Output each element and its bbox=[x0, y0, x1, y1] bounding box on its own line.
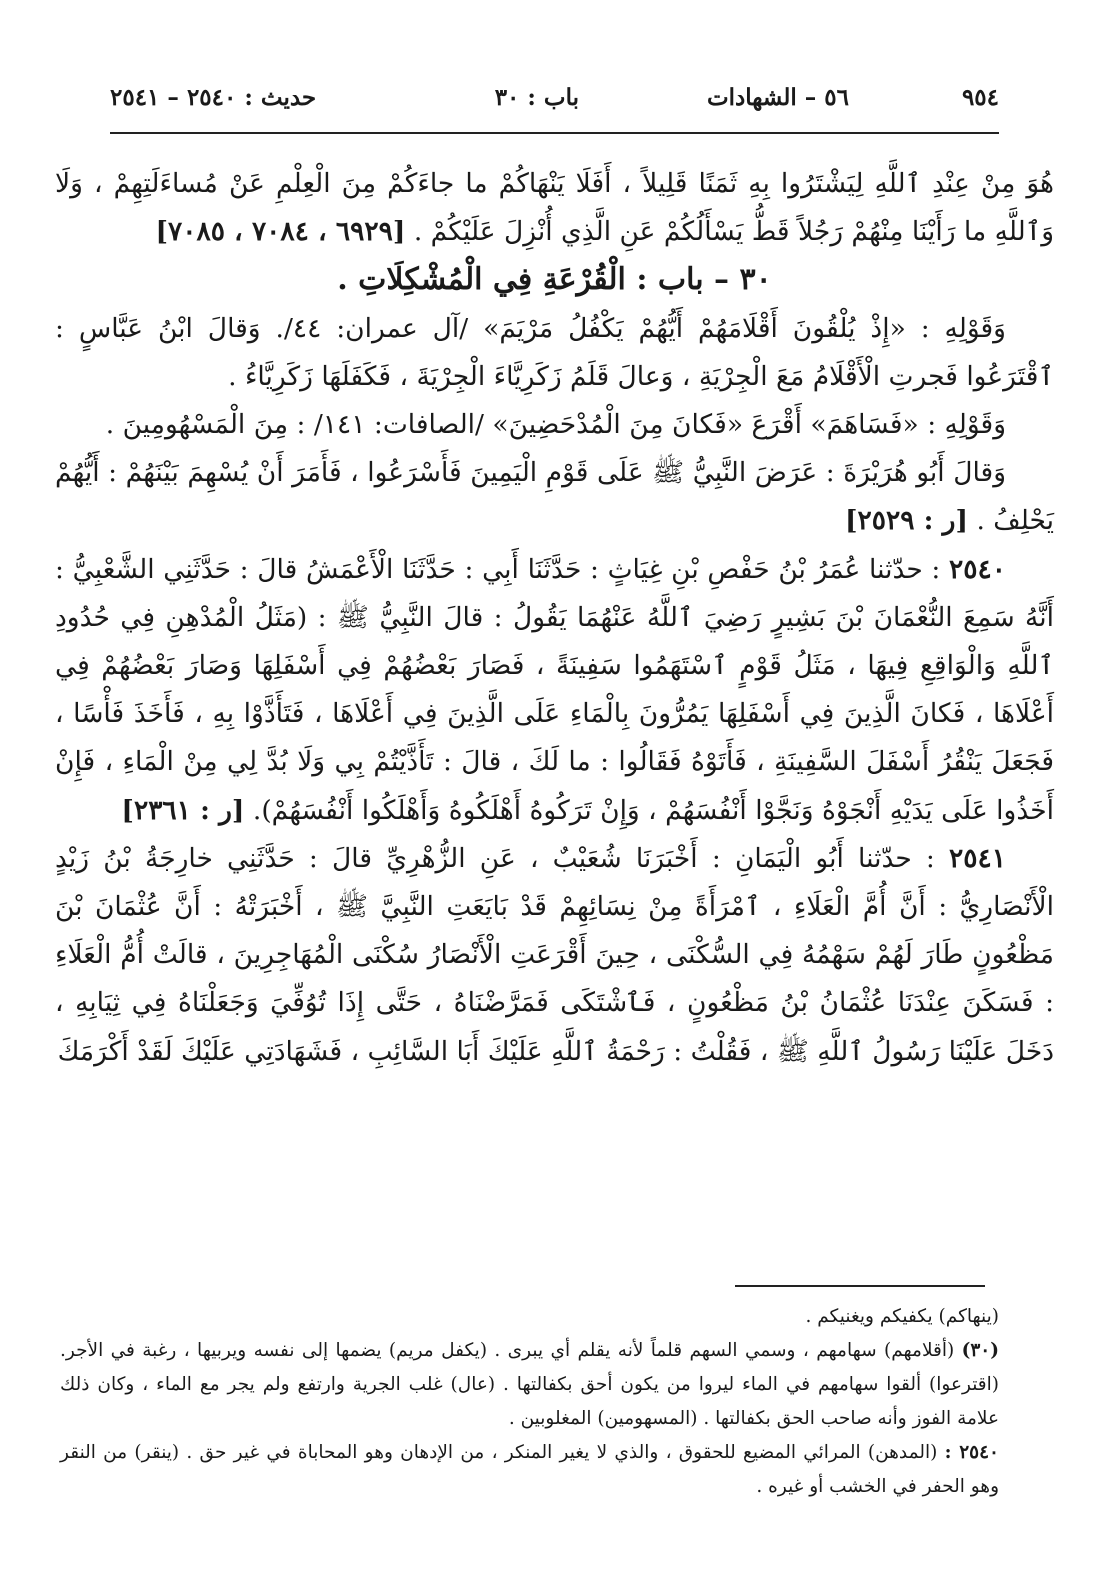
chapter-heading: ٣٠ – باب : الْقُرْعَةِ فِي الْمُشْكِلَاتِ . bbox=[337, 262, 772, 298]
hadith-range: حديث : ٢٥٤٠ – ٢٥٤١ bbox=[110, 84, 317, 111]
footnote-3 bbox=[60, 1436, 999, 1504]
hadith-text: : حدّثنا عُمَرُ بْنُ حَفْصِ بْنِ غِيَاثٍ : حَدَّثَنَا أَبِي : حَدَّثَنَا الْأَعْمَشُ قالَ : حَدَّثَنِي الشَّعْبِيُّ : أَنَّهُ سَمِعَ النُّعْمَانَ بْنَ بَشِيرٍ رَضِيَ ٱللَّهُ عَنْهُمَا يَقُولُ : قالَ النَّبِيُّ ﷺ : (مَثَلُ الْمُدْهِنِ فِي حُدُودِ ٱللَّهِ وَالْوَاقِعِ فِيهَا ، مَثَلُ قَوْمٍ ٱسْتَهَمُوا سَفِينَةً ، فَصَارَ بَعْضُهُمْ فِي أَسْفَلِهَا وَصَارَ بَعْضُهُمْ فِي أَعْلَاهَا ، فَكانَ الَّذِينَ فِي أَسْفَلِهَا يَمُرُّونَ بِالْمَاءِ عَلَى الَّذِينَ فِي أَعْلَاهَا ، فَتَأَذَّوْا بِهِ ، فَأَخَذَ فَأْسًا ، فَجَعَلَ يَنْقُرُ أَسْفَلَ السَّفِينَةِ ، فَأَتَوْهُ فَقَالُوا : ما لَكَ ، قالَ : تَأَذَّيْتُمْ بِي وَلَا بُدَّ لِي مِنْ الْمَاءِ ، فَإِنْ أَخَذُوا عَلَى يَدَيْهِ أَنْجَوْهُ وَنَجَّوْا أَنْفُسَهُمْ ، وَإِنْ تَرَكُوهُ أَهْلَكُوهُ وَأَهْلَكُوا أَنْفُسَهُمْ). bbox=[55, 553, 1054, 826]
footnote-number: ٢٥٤٠ : bbox=[944, 1442, 999, 1463]
verse-paragraph-2: وَقَوْلِهِ : «فَسَاهَمَ» أَقْرَعَ «فَكانَ مِنَ الْمُدْحَضِينَ» /الصافات: ١٤١/ : مِنَ الْمَسْهُومِينَ . bbox=[105, 409, 1006, 441]
footnote-text: (أقلامهم) سهامهم ، وسمي السهم قلماً لأنه يقلم أي يبرى . (يكفل مريم) يضمها إلى نفسه ويربيها ، رغبة في الأجر. (اقترعوا) ألقوا سهامهم في الماء ليروا من يكون أحق بكفالتها . (عال) غلب الجرية وارتفع ولم يجر مع الماء ، وكان ذلك علامة الفوز وأنه صاحب الحق بكفالتها . (المسهومين) المغلوبين . bbox=[60, 1340, 999, 1429]
cross-reference: [٦٩٢٩ ، ٧٠٨٤ ، ٧٠٨٥] bbox=[155, 216, 406, 248]
abu-hurayra-text: وَقالَ أَبُو هُرَيْرَةَ : عَرَضَ النَّبِيُّ ﷺ عَلَى قَوْمِ الْيَمِينَ فَأَسْرَعُوا ، فَأَمَرَ أَنْ يُسْهِمَ بَيْنَهُمْ : أَيُّهُمْ يَحْلِفُ . bbox=[55, 457, 1054, 537]
footnote-divider bbox=[735, 1285, 985, 1287]
verse-paragraph-1: وَقَوْلِهِ : «إِذْ يُلْقُونَ أَقْلَامَهُمْ أَيُّهُمْ يَكْفُلُ مَرْيَمَ» /آل عمران: ٤٤/. وَقالَ ابْنُ عَبَّاسٍ : ٱقْتَرَعُوا فَجرتِ الْأَقْلَامُ مَعَ الْجِرْيَةِ ، وَعالَ قَلَمُ زَكَرِيَّاءَ الْجِرْيَةَ ، فَكَفَلَهَا زَكَرِيَّاءُ . bbox=[55, 312, 1054, 392]
hadith-number: ٢٥٤١ bbox=[949, 842, 1006, 874]
footnote-number: (٣٠) bbox=[961, 1340, 999, 1361]
hadith-2540 bbox=[55, 546, 1054, 835]
cross-reference: [ر : ٢٣٦١] bbox=[121, 794, 245, 826]
chapter-label: باب : ٣٠ bbox=[494, 84, 579, 111]
footnote-text: (المدهن) المرائي المضيع للحقوق ، والذي لا يغير المنكر ، من الإدهان وهو المحاباة في غير حق . (ينقر) من النقر وهو الحفر في الخشب أو غيره . bbox=[60, 1442, 999, 1497]
abu-hurayra-paragraph bbox=[55, 449, 1054, 545]
page-number: ٩٥٤ bbox=[961, 84, 999, 111]
footnote-1: (ينهاكم) يكفيكم ويغنيكم . bbox=[805, 1306, 999, 1327]
cross-reference: [ر : ٢٥٢٩] bbox=[844, 505, 969, 537]
footnote-2 bbox=[60, 1334, 999, 1436]
hadith-2541 bbox=[55, 835, 1054, 1076]
intro-text: هُوَ مِنْ عِنْدِ ٱللَّهِ لِيَشْتَرُوا بِهِ ثَمَنًا قَلِيلاً ، أَفَلَا يَنْهَاكُمْ ما جاءَكُمْ مِنَ الْعِلْمِ عَنْ مُساءَلَتِهِمْ ، وَلَا وَٱللَّهِ ما رَأَيْنَا مِنْهُمْ رَجُلاً قَطُّ يَسْأَلُكُمْ عَنِ الَّذِي أُنْزِلَ عَلَيْكُمْ . bbox=[55, 168, 1054, 248]
book-title: ٥٦ – الشهادات bbox=[706, 84, 849, 111]
footnotes bbox=[60, 1300, 999, 1504]
running-header bbox=[110, 78, 999, 118]
hadith-number: ٢٥٤٠ bbox=[949, 553, 1006, 585]
header-divider bbox=[110, 132, 999, 134]
hadith-text: : حدّثنا أَبُو الْيَمَانِ : أَخْبَرَنَا شُعَيْبٌ ، عَنِ الزُّهْرِيِّ قالَ : حَدَّثَنِي خارِجَةُ بْنُ زَيْدٍ الْأَنْصَارِيُّ : أَنَّ أُمَّ الْعَلَاءِ ، ٱمْرَأَةً مِنْ نِسَائِهِمْ قَدْ بَايَعَتِ النَّبِيَّ ﷺ ، أَخْبَرَتْهُ : أَنَّ عُثْمَانَ بْنَ مَظْعُونٍ طَارَ لَهُمْ سَهْمُهُ فِي السُّكْنَى ، حِينَ أَقْرَعَتِ الْأَنْصَارُ سُكْنَى الْمُهَاجِرِينَ ، قالَتْ أُمُّ الْعَلَاءِ : فَسَكَنَ عِنْدَنَا عُثْمَانُ بْنُ مَظْعُونٍ ، فَٱشْتَكَى فَمَرَّضْنَاهُ ، حَتَّى إِذَا تُوُفِّيَ وَجَعَلْنَاهُ فِي ثِيَابِهِ ، دَخَلَ عَلَيْنَا رَسُولُ ٱللَّهِ ﷺ ، فَقُلْتُ : رَحْمَةُ ٱللَّهِ عَلَيْكَ أَبَا السَّائِبِ ، فَشَهَادَتِي عَلَيْكَ لَقَدْ أَكْرَمَكَ bbox=[55, 842, 1054, 1067]
intro-paragraph bbox=[55, 160, 1054, 256]
main-text bbox=[55, 160, 1054, 1076]
